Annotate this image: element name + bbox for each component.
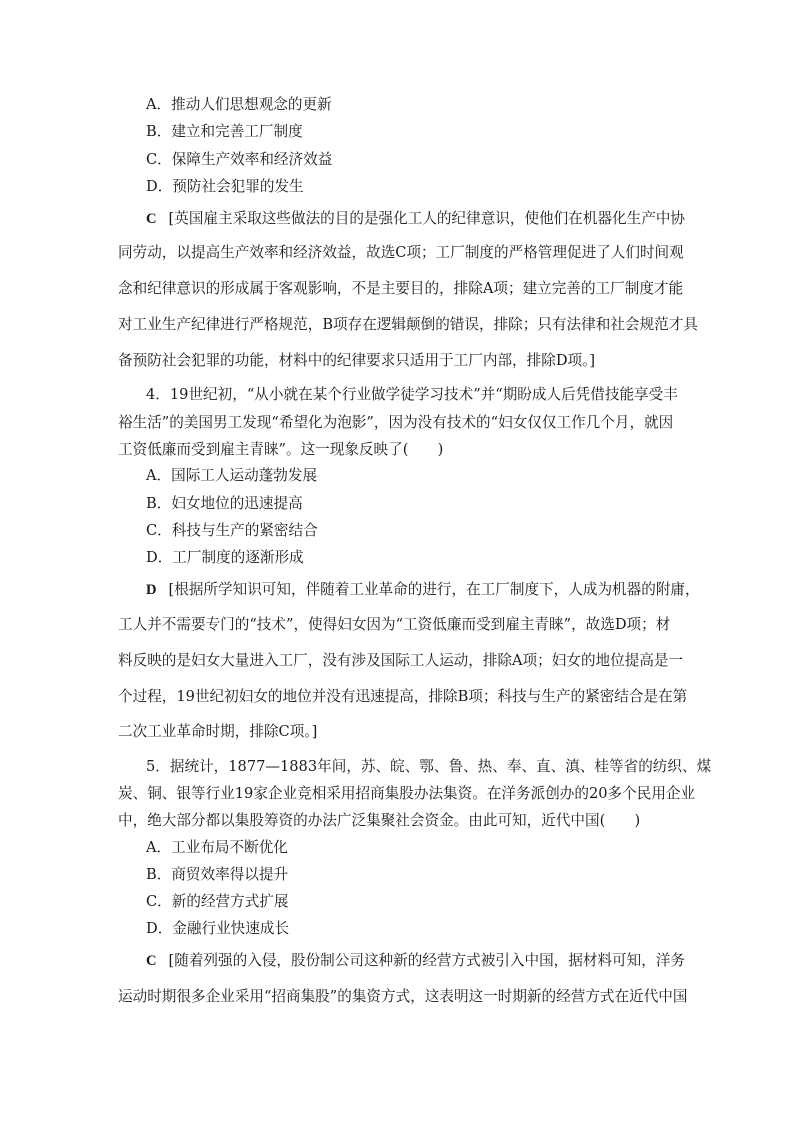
q4-option-d: D．工厂制度的逐渐形成 [146,549,304,566]
q4-explanation-2: 工人并不需要专门的“技术”，使得妇女因为“工资低廉而受到雇主青睐”，故选D项；材 [118,616,671,633]
q5-explanation-1: [随着列强的入侵，股份制公司这种新的经营方式被引入中国，据材料可知，洋务 [168,952,686,969]
q4-explanation-5: 二次工业革命时期，排除C项。] [118,723,318,740]
q3-answer-line-1 [146,209,685,229]
q3-explanation-5: 备预防社会犯罪的功能，材料中的纪律要求只适用于工厂内部，排除D项。] [118,352,596,369]
q5-stem-2: 炭、铜、银等行业19家企业竞相采用招商集股办法集资。在洋务派创办的20多个民用企业 [118,785,696,802]
q4-option-c: C．科技与生产的紧密结合 [146,522,318,539]
q4-option-a: A．国际工人运动蓬勃发展 [146,467,318,484]
q5-answer-key: C [146,953,157,969]
q5-option-a: A．工业布局不断优化 [146,839,288,856]
q4-stem-1: 4．19世纪初，“从小就在某个行业做学徒学习技术”并“期盼成人后凭借技能享受丰 [146,386,678,403]
q3-option-a: A．推动人们思想观念的更新 [146,96,332,113]
q3-explanation-1: [英国雇主采取这些做法的目的是强化工人的纪律意识，使他们在机器化生产中协 [168,210,686,227]
q3-explanation-4: 对工业生产纪律进行严格规范，B项存在逻辑颠倒的错误，排除；只有法律和社会规范才具 [118,316,698,333]
q3-explanation-2: 同劳动，以提高生产效率和经济效益，故选C项；工厂制度的严格管理促进了人们时间观 [118,244,684,261]
q3-option-b: B．建立和完善工厂制度 [146,123,303,140]
q5-stem-1: 5．据统计，1877—1883年间，苏、皖、鄂、鲁、热、奉、直、滇、桂等省的纺织、煤 [146,758,712,775]
q4-explanation-1: [根据所学知识可知，伴随着工业革命的进行，在工厂制度下，人成为机器的附庸， [168,581,700,598]
q3-option-c: C．保障生产效率和经济效益 [146,151,333,168]
q4-option-b: B．妇女地位的迅速提高 [146,495,303,512]
q4-explanation-4: 个过程，19世纪初妇女的地位并没有迅速提高，排除B项；科技与生产的紧密结合是在第 [118,688,688,705]
q4-answer-line-1 [146,580,700,600]
q4-answer-key: D [146,582,157,598]
q3-answer-key: C [146,211,157,227]
q4-explanation-3: 料反映的是妇女大量进入工厂，没有涉及国际工人运动，排除A项；妇女的地位提高是一 [118,652,684,669]
q3-option-d: D．预防社会犯罪的发生 [146,178,304,195]
q5-option-d: D．金融行业快速成长 [146,920,290,937]
q5-answer-line-1 [146,951,685,971]
q5-option-c: C．新的经营方式扩展 [146,893,289,910]
q5-stem-3: 中，绝大部分都以集股筹资的办法广泛集聚社会资金。由此可知，近代中国( ) [118,812,641,829]
q4-stem-3: 工资低廉而受到雇主青睐”。这一现象反映了( ) [118,441,444,458]
q4-stem-2: 裕生活”的美国男工发现“希望化为泡影”，因为没有技术的“妇女仅仅工作几个月，就因 [118,414,674,431]
q5-explanation-2: 运动时期很多企业采用“招商集股”的集资方式，这表明这一时期新的经营方式在近代中国 [118,988,688,1005]
q3-explanation-3: 念和纪律意识的形成属于客观影响，不是主要目的，排除A项；建立完善的工厂制度才能 [118,280,684,297]
q5-option-b: B．商贸效率得以提升 [146,866,289,883]
